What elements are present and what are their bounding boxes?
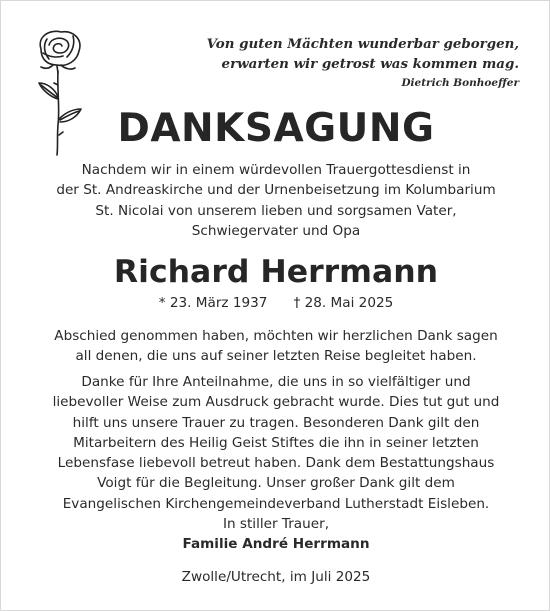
- intro-text: [1, 160, 550, 241]
- place-date: [1, 567, 550, 587]
- death-date: † 28. Mai 2025: [293, 295, 394, 311]
- birth-date: * 23. März 1937: [158, 295, 268, 311]
- thanks-line: hilft uns unsere Trauer zu tragen. Besonderen Dank gilt den: [72, 414, 480, 431]
- thanks-line: Voigt für die Begleitung. Unser großer Dank gilt dem: [97, 475, 455, 492]
- thanks-line: liebevoller Weise zum Ausdruck gebracht wurde. Dies tut gut und: [52, 394, 500, 411]
- intro-line: St. Nicolai von unserem lieben und sorgsamen Vater,: [95, 202, 457, 219]
- farewell-line: Abschied genommen haben, möchten wir herzlichen Dank sagen: [54, 328, 498, 344]
- quote-author: Dietrich Bonhoeffer: [401, 77, 519, 89]
- intro-line: der St. Andreaskirche und der Urnenbeisetzung im Kolumbarium: [56, 182, 496, 199]
- quote-block: [179, 34, 519, 91]
- quote-line: Von guten Mächten wunderbar geborgen,: [206, 36, 519, 52]
- life-dates: [1, 293, 550, 313]
- signature-block: [1, 514, 550, 555]
- quote-line: erwarten wir getrost was kommen mag.: [221, 56, 519, 72]
- thanks-line: Danke für Ihre Anteilnahme, die uns in so vielfältiger und: [81, 374, 471, 390]
- thanks-line: Mitarbeitern des Heilig Geist Stiftes die ihn in seiner letzten: [73, 434, 479, 451]
- farewell-text: [1, 326, 550, 367]
- farewell-line: all denen, die uns auf seiner letzten Reise begleitet haben.: [75, 348, 477, 365]
- intro-line: Schwiegervater und Opa: [191, 222, 361, 239]
- deceased-name: Richard Herrmann: [113, 254, 439, 290]
- thanks-line: Evangelischen Kirchengemeindeverband Lutherstadt Eisleben.: [62, 495, 490, 512]
- signature-closing: In stiller Trauer,: [222, 516, 330, 532]
- intro-line: Nachdem wir in einem würdevollen Trauergottesdienst in: [81, 162, 471, 178]
- signature-family: Familie André Herrmann: [182, 536, 370, 553]
- thanks-line: Lebensfase liebevoll betreut haben. Dank dem Bestattungshaus: [57, 455, 495, 472]
- page-title: DANKSAGUNG: [117, 106, 435, 151]
- thanks-text: [1, 372, 550, 514]
- place-date-line: Zwolle/Utrecht, im Juli 2025: [181, 569, 371, 585]
